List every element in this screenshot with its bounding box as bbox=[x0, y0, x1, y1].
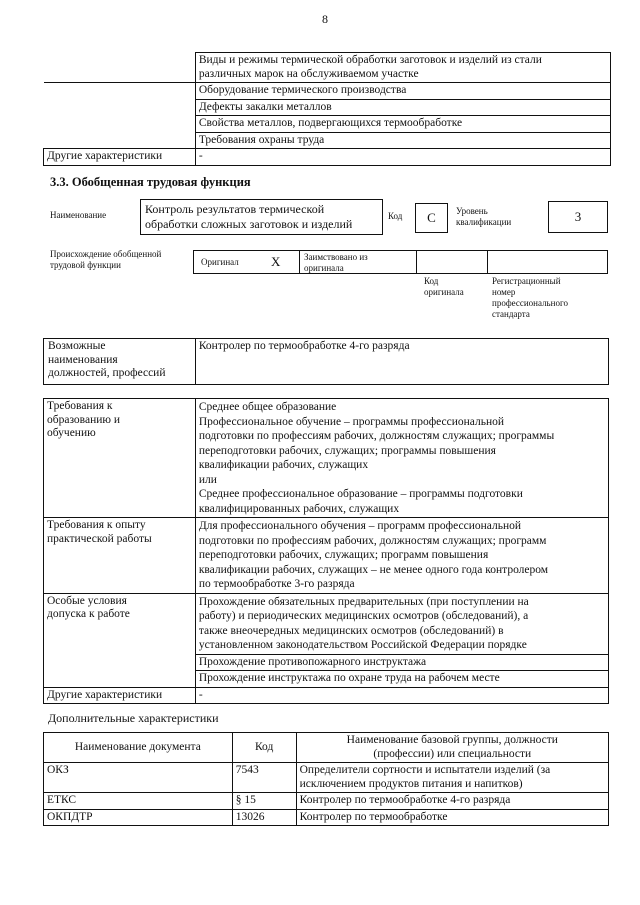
group-name-cell bbox=[296, 763, 608, 793]
value-line: установленном законодательством Российской Федерации порядке bbox=[198, 639, 527, 651]
origin-code-cell bbox=[416, 250, 488, 274]
borrowed-label-line: Заимствовано из bbox=[304, 252, 368, 262]
level-value: 3 bbox=[574, 209, 582, 224]
page-number: 8 bbox=[322, 12, 328, 26]
requirements-table bbox=[43, 398, 609, 704]
table-cell: Свойства металлов, подвергающихся термообработке bbox=[195, 116, 610, 133]
value-line: также внеочередных медицинских осмотров (обследований) в bbox=[198, 624, 504, 637]
code-cell: 13026 bbox=[232, 809, 296, 826]
value-line: переподготовки рабочих, служащих; программы повышения bbox=[198, 444, 496, 457]
label-line: обучению bbox=[47, 427, 96, 439]
label-line: образованию и bbox=[47, 413, 120, 426]
origin-borrowed-cell bbox=[299, 250, 417, 274]
level-label-line: Уровень bbox=[456, 206, 488, 216]
top-knowledge-table bbox=[43, 52, 611, 166]
table-row bbox=[44, 339, 609, 385]
value-line: Среднее профессиональное образование – программы подготовки bbox=[198, 488, 523, 500]
conditions-value bbox=[195, 593, 608, 654]
positions-table bbox=[43, 338, 609, 385]
other-characteristics-label: Другие характеристики bbox=[44, 149, 196, 166]
header-group-name bbox=[296, 733, 608, 763]
table-row bbox=[44, 809, 609, 826]
experience-label bbox=[44, 518, 196, 594]
value-line: или bbox=[198, 473, 217, 486]
original-label: Оригинал bbox=[201, 257, 239, 267]
origin-label-line: трудовой функции bbox=[50, 260, 121, 270]
doc-cell: ОКПДТР bbox=[44, 809, 233, 826]
value-line: Среднее общее образование bbox=[198, 401, 337, 413]
label-line: практической работы bbox=[47, 532, 152, 545]
code-value: C bbox=[427, 210, 436, 225]
positions-label bbox=[44, 339, 196, 385]
education-value bbox=[195, 399, 608, 518]
origin-original-cell bbox=[193, 250, 300, 274]
table-row bbox=[44, 763, 609, 793]
level-value-box bbox=[548, 201, 608, 233]
origin-label-line: Происхождение обобщенной bbox=[50, 249, 162, 259]
table-row bbox=[44, 116, 611, 133]
group-name-line: исключением продуктов питания и напитков) bbox=[299, 777, 523, 790]
caption-line: стандарта bbox=[492, 309, 530, 319]
conditions-label bbox=[44, 593, 196, 687]
caption-line: номер bbox=[492, 287, 516, 297]
table-row bbox=[44, 132, 611, 149]
other-characteristics-label: Другие характеристики bbox=[44, 687, 196, 704]
origin-label bbox=[50, 249, 161, 271]
positions-label-line: наименования bbox=[48, 353, 118, 366]
value-line: квалификации рабочих, служащих bbox=[198, 459, 369, 471]
table-cell bbox=[44, 83, 196, 100]
label-line: Особые условия bbox=[47, 594, 127, 607]
original-mark: X bbox=[271, 254, 281, 269]
table-row bbox=[44, 99, 611, 116]
education-label bbox=[44, 399, 196, 518]
header-code: Код bbox=[232, 733, 296, 763]
experience-value bbox=[195, 518, 608, 594]
header-doc-name: Наименование документа bbox=[44, 733, 233, 763]
code-value-box bbox=[415, 203, 448, 233]
code-cell: 7543 bbox=[232, 763, 296, 793]
other-characteristics-value: - bbox=[195, 149, 610, 166]
level-label bbox=[456, 206, 511, 228]
cell-line: различных марок на обслуживаемом участке bbox=[198, 67, 419, 80]
table-row bbox=[44, 687, 609, 704]
value-line: по термообработке 3-го разряда bbox=[198, 578, 355, 590]
header-line: Наименование базовой группы, должности bbox=[346, 734, 558, 746]
other-characteristics-value: - bbox=[195, 687, 608, 704]
function-name-box bbox=[140, 199, 383, 235]
function-name-label: Наименование bbox=[50, 210, 107, 220]
label-line: Требования к опыту bbox=[47, 519, 146, 531]
group-name-cell: Контролер по термообработке bbox=[296, 809, 608, 826]
value-line: Для профессионального обучения – программ профессиональной bbox=[198, 520, 522, 532]
doc-cell: ЕТКС bbox=[44, 793, 233, 810]
origin-reg-cell bbox=[487, 250, 608, 274]
table-cell bbox=[44, 99, 196, 116]
conditions-extra: Прохождение инструктажа по охране труда на рабочем месте bbox=[195, 671, 608, 688]
reg-number-caption bbox=[492, 276, 568, 320]
value-line: Прохождение обязательных предварительных (при поступлении на bbox=[198, 595, 529, 608]
positions-label-line: должностей, профессий bbox=[48, 367, 166, 379]
doc-cell: ОКЗ bbox=[44, 763, 233, 793]
table-header-row bbox=[44, 733, 609, 763]
positions-value: Контролер по термообработке 4-го разряда bbox=[195, 339, 608, 385]
value-line: квалифицированных рабочих, служащих bbox=[198, 502, 400, 515]
code-label: Код bbox=[388, 211, 403, 221]
table-row bbox=[44, 793, 609, 810]
table-cell bbox=[44, 53, 196, 83]
table-cell bbox=[44, 132, 196, 149]
positions-label-line: Возможные bbox=[48, 340, 106, 352]
table-row bbox=[44, 53, 611, 83]
table-row bbox=[44, 83, 611, 100]
table-cell bbox=[195, 53, 610, 83]
cell-line: Виды и режимы термической обработки заготовок и изделий из стали bbox=[198, 54, 542, 66]
value-line: работу) и периодических медицинских осмотров (обследований), а bbox=[198, 610, 529, 622]
level-label-line: квалификации bbox=[456, 217, 512, 227]
function-name-line: Контроль результатов термической bbox=[145, 202, 325, 216]
section-title: 3.3. Обобщенная трудовая функция bbox=[50, 175, 251, 189]
caption-line: Регистрационный bbox=[492, 276, 561, 286]
caption-line: оригинала bbox=[424, 287, 464, 297]
group-name-cell: Контролер по термообработке 4-го разряда bbox=[296, 793, 608, 810]
header-line: (профессии) или специальности bbox=[373, 747, 532, 760]
conditions-extra: Прохождение противопожарного инструктажа bbox=[195, 654, 608, 671]
label-line: допуска к работе bbox=[47, 608, 130, 620]
additional-title: Дополнительные характеристики bbox=[48, 711, 219, 725]
table-row bbox=[44, 149, 611, 166]
additional-table bbox=[43, 732, 609, 826]
value-line: подготовки по профессиям рабочих, должностям служащих; программ bbox=[198, 534, 547, 547]
value-line: подготовки по профессиям рабочих, должностям служащих; программы bbox=[198, 430, 555, 442]
borrowed-label-line: оригинала bbox=[304, 263, 344, 273]
code-original-caption bbox=[424, 276, 464, 298]
table-row bbox=[44, 593, 609, 654]
caption-line: Код bbox=[424, 276, 439, 286]
code-cell: § 15 bbox=[232, 793, 296, 810]
value-line: Профессиональное обучение – программы профессиональной bbox=[198, 415, 505, 428]
function-name-line: обработки сложных заготовок и изделий bbox=[145, 217, 353, 231]
table-cell bbox=[44, 116, 196, 133]
table-row bbox=[44, 518, 609, 594]
caption-line: профессионального bbox=[492, 298, 568, 308]
label-line: Требования к bbox=[47, 400, 113, 412]
table-cell: Оборудование термического производства bbox=[195, 83, 610, 100]
table-cell: Требования охраны труда bbox=[195, 132, 610, 149]
value-line: квалификации рабочих, служащих – не менее одного года контролером bbox=[198, 563, 549, 576]
table-cell: Дефекты закалки металлов bbox=[195, 99, 610, 116]
table-row bbox=[44, 399, 609, 518]
group-name-line: Определители сортности и испытатели изделий (за bbox=[299, 764, 551, 776]
value-line: переподготовки рабочих, служащих; программ повышения bbox=[198, 549, 489, 561]
